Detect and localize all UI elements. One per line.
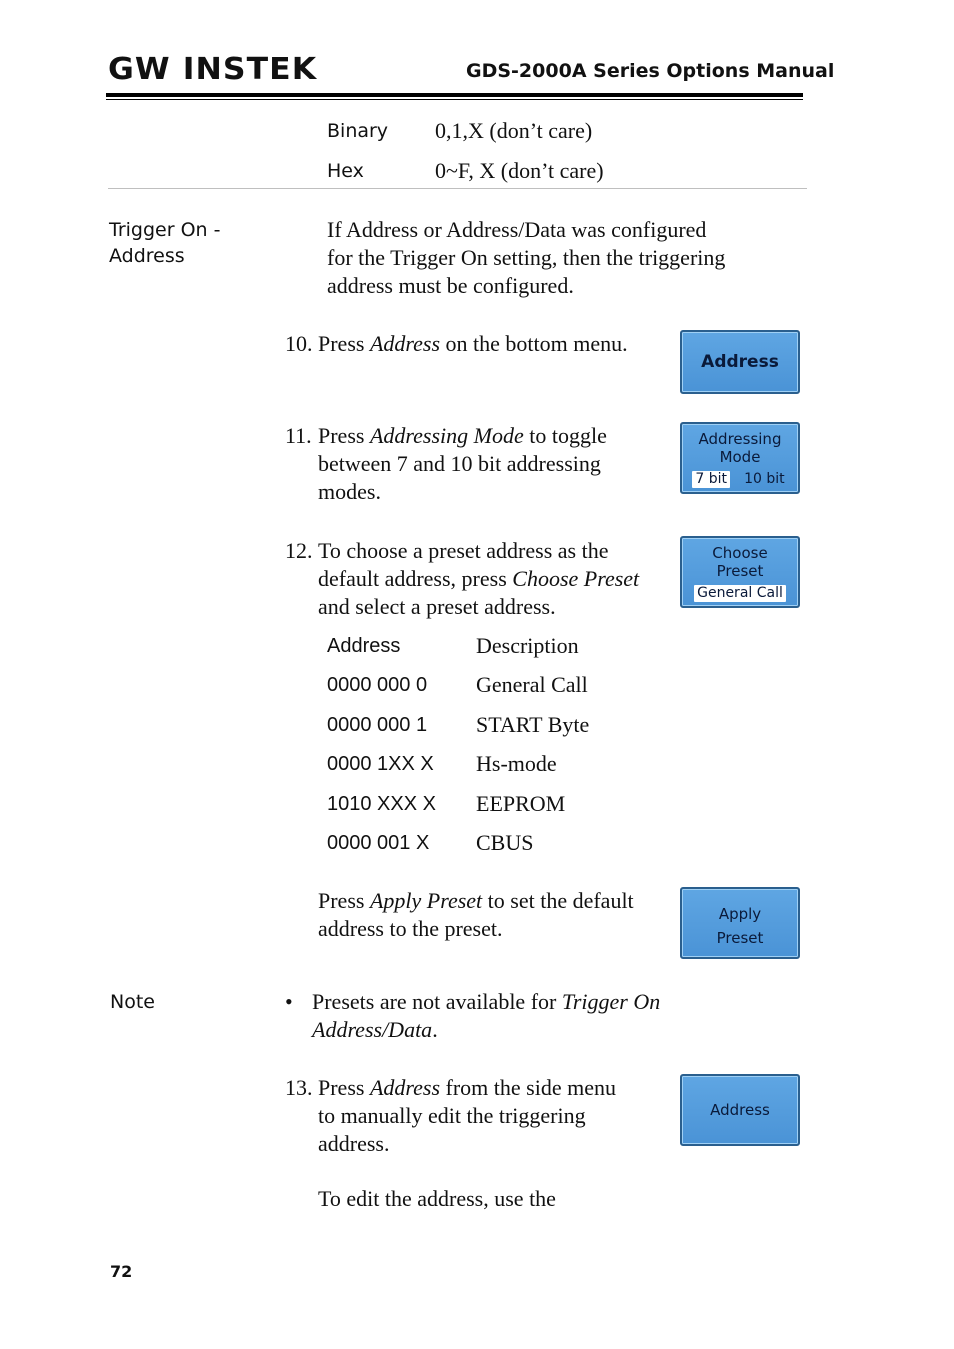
section-label <box>109 219 220 267</box>
table-cell-address: 1010 XXX X <box>327 793 436 815</box>
addressing-mode-button[interactable] <box>680 422 800 494</box>
apply-preset-label-2: Preset <box>716 929 764 947</box>
table-cell-description: Hs-mode <box>476 751 557 776</box>
step-12-text <box>318 537 639 621</box>
table-cell-description: START Byte <box>476 712 590 737</box>
step-13-line2: to manually edit the triggering <box>318 1103 586 1128</box>
step-12-line2 <box>318 565 639 593</box>
addressing-mode-label-1: Addressing <box>698 430 782 448</box>
address-side-label: Address <box>710 1101 770 1119</box>
step-10-number: 10. <box>285 331 313 356</box>
note-pre: Presets are not available for <box>312 989 562 1014</box>
table-header-description: Description <box>476 633 579 658</box>
step-10-post: on the bottom menu. <box>440 331 628 356</box>
format-value-binary: 0,1,X (don’t care) <box>435 118 593 143</box>
step-11-number: 11. <box>285 423 312 448</box>
page-number: 72 <box>110 1262 133 1281</box>
option-10bit: 10 bit <box>744 471 785 487</box>
step-11-pre: Press <box>318 423 370 448</box>
note-em1: Trigger On <box>561 989 661 1014</box>
note-text <box>312 988 660 1044</box>
format-label-hex: Hex <box>327 160 364 182</box>
intro-line: If Address or Address/Data was configured <box>327 217 707 242</box>
apply-text <box>318 887 634 943</box>
brand-logo: GW INSTEK <box>108 52 318 87</box>
format-value-hex: 0~F, X (don’t care) <box>435 158 604 183</box>
table-cell-address: 0000 000 1 <box>327 714 428 736</box>
manual-title: GDS-2000A Series Options Manual <box>466 60 835 82</box>
step-12-line3: and select a preset address. <box>318 594 556 619</box>
apply-pre: Press <box>318 888 370 913</box>
address-side-button[interactable] <box>680 1074 800 1146</box>
note-line1 <box>312 988 660 1016</box>
table-cell-description: CBUS <box>476 830 534 855</box>
step-13-number: 13. <box>285 1075 313 1100</box>
section-divider <box>108 188 807 189</box>
step-11-line3: modes. <box>318 479 381 504</box>
addressing-mode-label-2: Mode <box>719 448 761 466</box>
step-10-pre: Press <box>318 331 370 356</box>
header-rule-thick <box>106 93 803 97</box>
note-line2 <box>312 1016 660 1044</box>
intro-line: address must be configured. <box>327 273 574 298</box>
intro-line: for the Trigger On setting, then the triggering <box>327 245 726 270</box>
step-13-continuation: To edit the address, use the <box>318 1186 556 1211</box>
step-13-text <box>318 1074 616 1158</box>
choose-preset-label-1: Choose <box>712 544 768 562</box>
step-13-line1 <box>318 1074 616 1102</box>
apply-preset-button[interactable] <box>680 887 800 959</box>
format-label-binary: Binary <box>327 120 389 142</box>
choose-preset-value <box>682 582 798 602</box>
step-12-em: Choose Preset <box>512 566 640 591</box>
step-13-pre: Press <box>318 1075 370 1100</box>
table-cell-description: General Call <box>476 672 588 697</box>
step-13-line3: address. <box>318 1131 390 1156</box>
step-10-em: Address <box>369 331 441 356</box>
step-11-line1 <box>318 422 607 450</box>
apply-post: to set the default <box>482 888 634 913</box>
step-11-post: to toggle <box>523 423 607 448</box>
step-10-text <box>318 330 628 358</box>
apply-line2: address to the preset. <box>318 916 503 941</box>
apply-em: Apply Preset <box>369 888 483 913</box>
address-button-label: Address <box>701 352 779 372</box>
step-12-number: 12. <box>285 538 313 563</box>
address-menu-button[interactable] <box>680 330 800 394</box>
apply-preset-label-1: Apply <box>718 905 762 923</box>
table-cell-description: EEPROM <box>476 791 566 816</box>
section-label-line2: Address <box>109 245 185 267</box>
section-intro <box>327 216 725 300</box>
table-cell-address: 0000 000 0 <box>327 674 428 696</box>
step-12-line1: To choose a preset address as the <box>318 538 609 563</box>
note-em2: Address/Data <box>312 1017 433 1042</box>
option-7bit-selected: 7 bit <box>692 471 730 488</box>
table-header-address: Address <box>327 635 401 657</box>
step-11-em: Addressing Mode <box>369 423 524 448</box>
section-label-line1: Trigger On - <box>109 219 221 241</box>
step-11-text <box>318 422 607 506</box>
table-cell-address: 0000 1XX X <box>327 753 434 775</box>
table-cell-address: 0000 001 X <box>327 832 430 854</box>
addressing-mode-options <box>682 468 798 488</box>
step-12-pre: default address, press <box>318 566 513 591</box>
step-13-em: Address <box>369 1075 441 1100</box>
preset-value-chip: General Call <box>694 585 786 602</box>
note-post: . <box>432 1017 438 1042</box>
step-13-post: from the side menu <box>440 1075 616 1100</box>
note-label: Note <box>110 991 155 1013</box>
choose-preset-label-2: Preset <box>716 562 764 580</box>
note-bullet: • <box>285 989 293 1014</box>
choose-preset-button[interactable] <box>680 536 800 608</box>
apply-line1 <box>318 887 634 915</box>
header-rule-thin <box>106 99 803 100</box>
step-11-line2: between 7 and 10 bit addressing <box>318 451 601 476</box>
